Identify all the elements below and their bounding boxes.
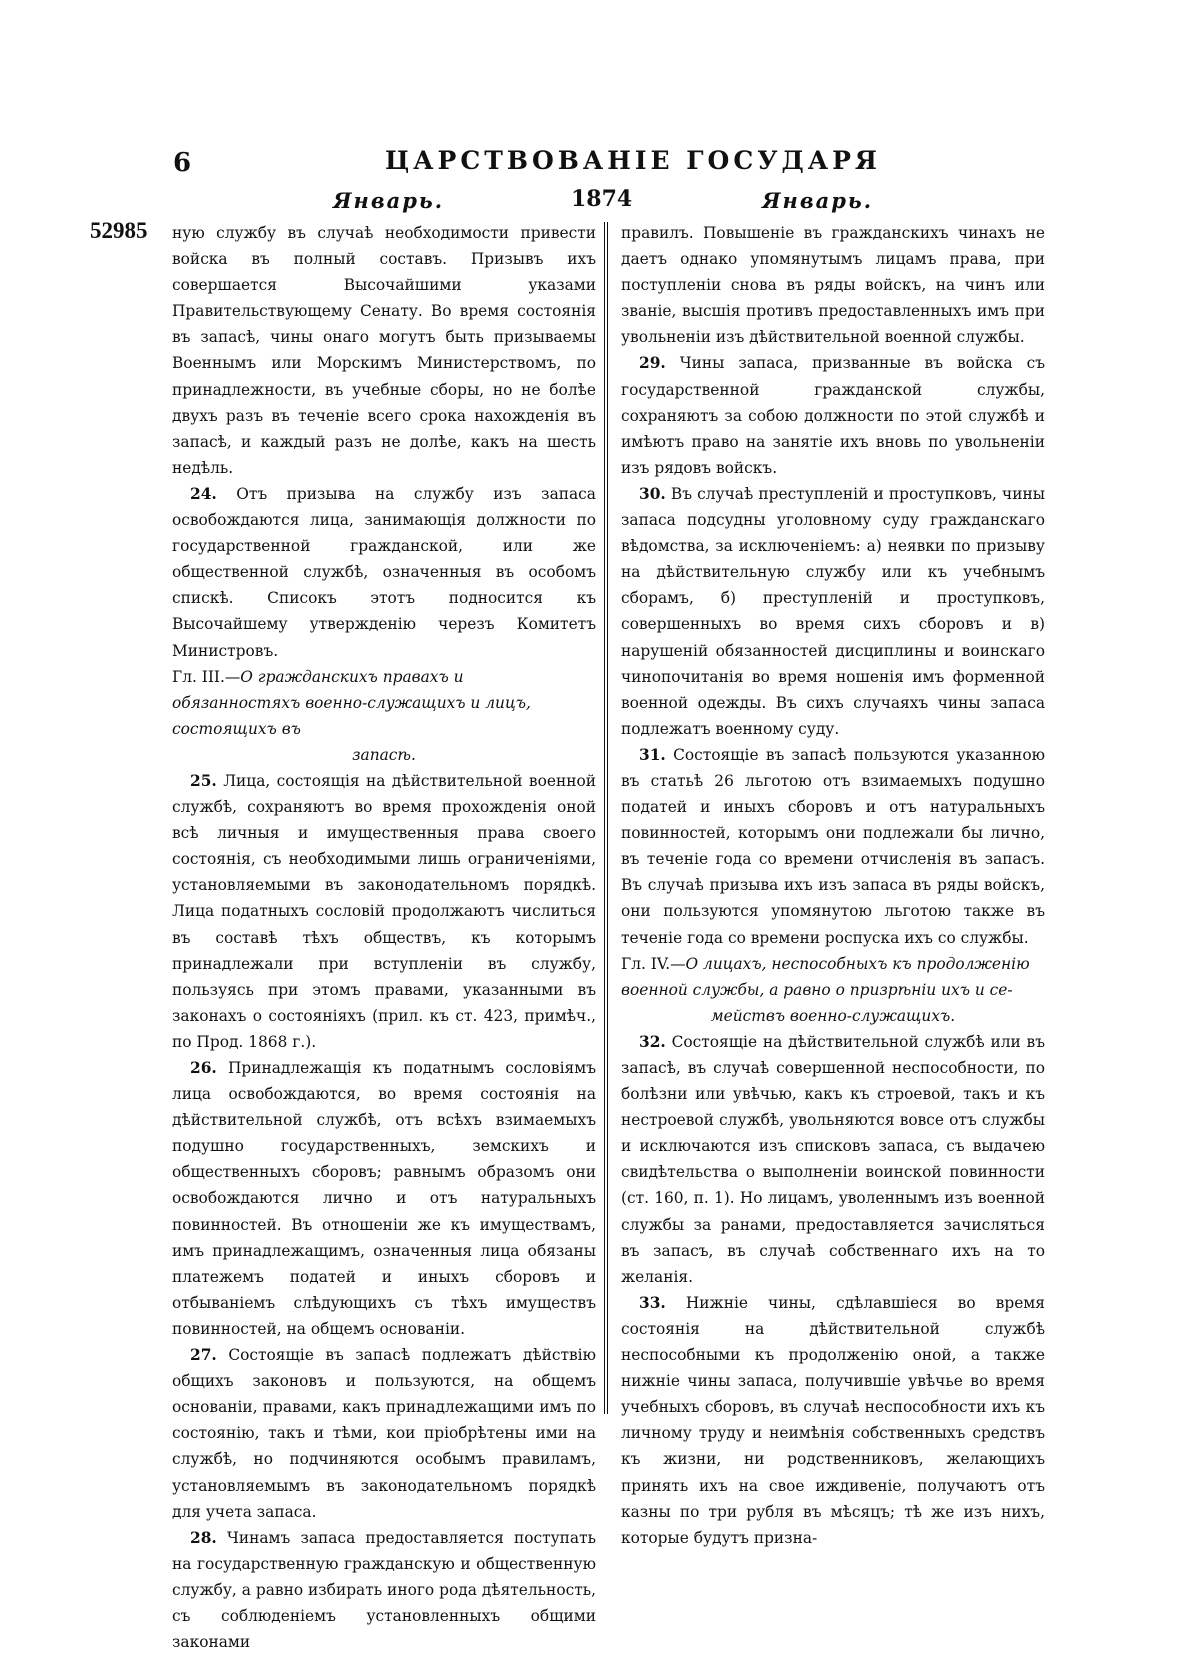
chapter-label: Гл. IV.— — [621, 954, 686, 973]
paragraph-continued: ную службу въ случаѣ необходимости привести войска въ полный составъ. Призывъ ихъ совершается Высочайшими указами Правительствующему Сенату. Во время состоянія въ запасѣ, чины онаго могутъ быть призываемы Военнымъ или Морскимъ Министерствомъ, по принадлежности, въ учебные сборы, но не болѣе двухъ разъ въ теченіе всего срока нахожденія въ запасѣ, и каждый разъ не долѣе, какъ на шесть недѣль. — [172, 224, 596, 477]
article-text: Чины запаса, призванные въ войска съ государственной гражданской службы, сохраняютъ за собою должности по этой службѣ и имѣютъ право на занятіе ихъ вновь по увольненіи изъ рядовъ войскъ. — [621, 354, 1045, 477]
article-number: 33. — [639, 1293, 666, 1312]
chapter-4-heading — [621, 951, 1045, 1003]
article-text: Отъ призыва на службу изъ запаса освобождаются лица, занимающія должности по государственной гражданской, или же общественной службѣ, означенныя въ особомъ спискѣ. Списокъ этотъ подносится къ Высочайшему утвержденію черезъ Комитетъ Министровъ. — [172, 484, 596, 660]
chapter-title: О лицахъ, неспособныхъ къ продолженію военной службы, а равно о призрѣніи ихъ и се- — [621, 954, 1030, 999]
article-number: 31. — [639, 745, 666, 764]
chapter-label: Гл. III.— — [172, 667, 241, 686]
article-number: 29. — [639, 354, 666, 373]
chapter-4-heading-end: мействъ военно-служащихъ. — [710, 1006, 956, 1025]
article-24 — [172, 481, 596, 664]
page-number: 6 — [173, 148, 192, 178]
article-text: Состоящіе въ запасѣ пользуются указанною въ статьѣ 26 льготою отъ взимаемыхъ подушно податей и иныхъ сборовъ и отъ натуральныхъ повинностей, которымъ они подлежали бы лично, въ теченіе года со времени отчисленія въ запасъ. Въ случаѣ призыва ихъ изъ запаса въ ряды войскъ, они пользуются упомянутою льготою также въ теченіе года со времени роспуска ихъ со службы. — [621, 745, 1045, 947]
article-25 — [172, 768, 596, 1055]
article-number: 30. — [639, 484, 666, 503]
article-30 — [621, 481, 1045, 742]
article-number: 24. — [190, 484, 217, 503]
running-title: ЦАРСТВОВАНІЕ ГОСУДАРЯ — [385, 146, 881, 175]
article-number: 26. — [190, 1059, 217, 1077]
article-number: 27. — [190, 1346, 217, 1365]
article-text: Въ случаѣ преступленій и проступковъ, чины запаса подсудны уголовному суду гражданскаго вѣдомства, за исключеніемъ: а) неявки по призыву на дѣйствительную службу или къ учебнымъ сборамъ, б) преступленій и проступковъ, совершенныхъ во время сихъ сборовъ и в) нарушеній обязанностей дисциплины и воинскаго чинопочитанія во время ношенія имъ форменной военной одежды. Въ сихъ случаяхъ чины запаса подлежатъ военному суду. — [621, 484, 1045, 738]
article-text: Чинамъ запаса предоставляется поступать на государственную гражданскую и общественную службу, а равно избирать иного рода дѣятельность, съ соблюденіемъ установленныхъ общими законами — [172, 1528, 596, 1652]
article-text: Состоящіе въ запасѣ подлежатъ дѣйствію общихъ законовъ и пользуются, на общемъ основаніи, правами, какъ принадлежащими имъ по состоянію, такъ и тѣми, кои пріобрѣтены ими на службѣ, но подчиняются особымъ правиламъ, установляемымъ въ законодательномъ порядкѣ для учета запаса. — [172, 1346, 596, 1521]
chapter-title: О гражданскихъ правахъ и обязанностяхъ военно-служащихъ и лицъ, состоящихъ въ — [172, 667, 531, 738]
left-column — [172, 220, 596, 1655]
article-text: Нижніе чины, сдѣлавшіеся во время состоянія на дѣйствительной службѣ неспособными къ продолженію оной, а также нижніе чины запаса, получившіе увѣчье во время учебныхъ сборовъ, въ случаѣ неспособности ихъ къ личному труду и неимѣнія собственныхъ средствъ къ жизни, ни родственниковъ, желающихъ принять ихъ на свое иждивеніе, получаютъ отъ казны по три рубля въ мѣсяцъ; тѣ же изъ нихъ, которые будутъ призна- — [621, 1293, 1045, 1547]
article-number: 32. — [639, 1032, 666, 1051]
article-28 — [172, 1525, 596, 1655]
article-text: Состоящіе на дѣйствительной службѣ или въ запасѣ, въ случаѣ совершенной неспособности, по болѣзни или увѣчью, какъ къ строевой, такъ и къ нестроевой службѣ, увольняются вовсе отъ службы и исключаются изъ списковъ запаса, съ выдачею свидѣтельства о выполненіи воинской повинности (ст. 160, п. 1). Но лицамъ, уволеннымъ изъ военной службы за ранами, предоставляется зачисляться въ запасъ, въ случаѣ собственнаго ихъ на то желанія. — [621, 1032, 1045, 1286]
article-text: Лица, состоящія на дѣйствительной военной службѣ, сохраняютъ во время прохожденія оной всѣ личныя и имущественныя права своего состоянія, съ необходимыми лишь ограниченіями, установляемыми въ законодательномъ порядкѣ. Лица податныхъ сословій продолжаютъ числиться въ составѣ тѣхъ обществъ, къ которымъ принадлежали при вступленіи въ службу, пользуясь при этомъ правами, указанными въ законахъ о состояніяхъ (прил. къ ст. 423, примѣч., по Прод. 1868 г.). — [172, 771, 596, 1051]
chapter-3-heading — [172, 664, 596, 742]
month-right: Январь. — [762, 188, 874, 213]
column-divider — [604, 222, 608, 1414]
article-number: 28. — [190, 1528, 217, 1547]
article-29 — [621, 350, 1045, 480]
article-31 — [621, 742, 1045, 951]
article-33 — [621, 1290, 1045, 1551]
article-32 — [621, 1029, 1045, 1290]
year: 1874 — [571, 186, 633, 212]
right-column — [621, 220, 1045, 1551]
chapter-3-heading-end: запасѣ. — [352, 745, 416, 764]
law-number: 52985 — [90, 218, 148, 243]
article-text: Принадлежащія къ податнымъ сословіямъ лица освобождаются, во время состоянія на дѣйствительной службѣ, отъ всѣхъ взимаемыхъ подушно государственныхъ, земскихъ и общественныхъ сборовъ; равнымъ образомъ они освобождаются лично и отъ натуральныхъ повинностей. Въ отношеніи же къ имуществамъ, имъ принадлежащимъ, означенныя лица обязаны платежемъ податей и иныхъ сборовъ и отбываніемъ слѣдующихъ съ тѣхъ имуществъ повинностей, на общемъ основаніи. — [172, 1059, 596, 1338]
article-number: 25. — [190, 771, 217, 790]
article-27 — [172, 1342, 596, 1525]
article-26 — [172, 1055, 596, 1342]
paragraph-continued: правилъ. Повышеніе въ гражданскихъ чинахъ не даетъ однако упомянутымъ лицамъ права, при поступленіи снова въ ряды войскъ, на чинъ или званіе, высшія противъ предоставленныхъ имъ при увольненіи изъ дѣйствительной военной службы. — [621, 224, 1045, 347]
month-left: Январь. — [333, 188, 445, 213]
